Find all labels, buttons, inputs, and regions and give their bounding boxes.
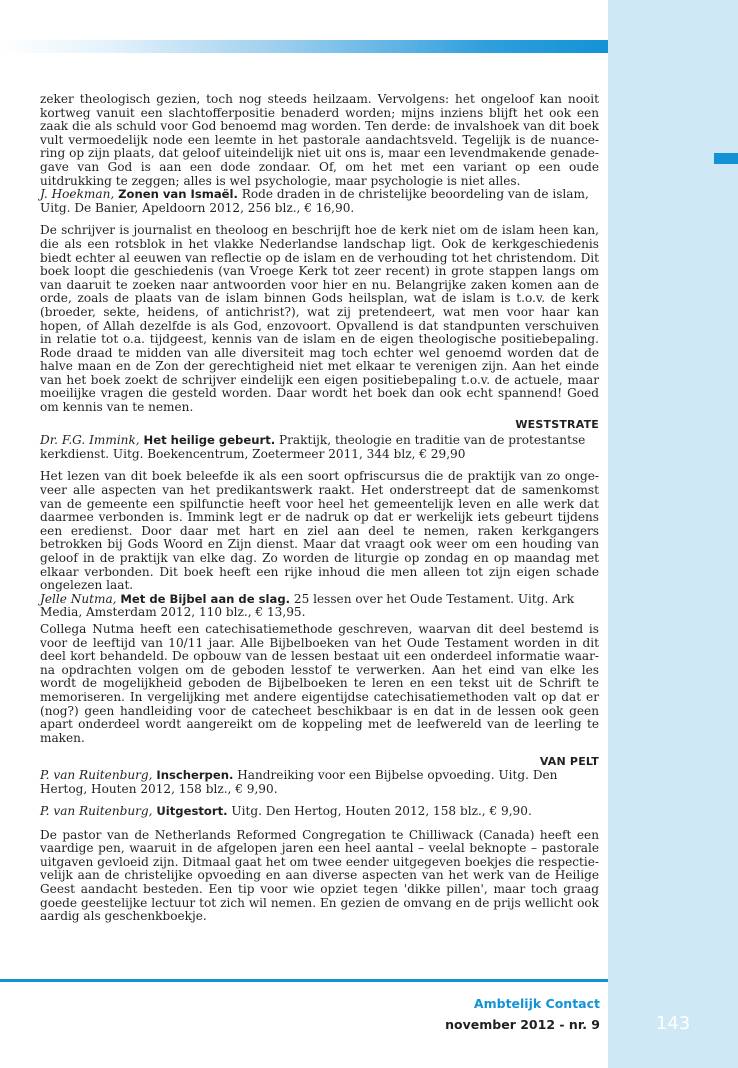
review-reference bbox=[40, 434, 599, 461]
review-reference bbox=[40, 593, 599, 620]
review-author: P. van Ruitenburg, bbox=[40, 767, 153, 782]
page-number: 143 bbox=[655, 1013, 691, 1034]
review-signature: WESTSTRATE bbox=[515, 417, 599, 431]
review-title: Met de Bijbel aan de slag. bbox=[120, 591, 291, 606]
review-body: De schrijver is journalist en theoloog en beschrijft hoe de kerk niet om de islam heen kan, die als een rotsblok in het vlakke Nederlandse landschap ligt. Ook de kerkgeschiedenis biedt echter al eeuwen van reflectie op de islam en de verhouding tot het christendom. Dit boek loopt die geschiedenis (van Vroege Kerk tot zeer recent) in grote stappen langs om van daaruit te zoeken naar antwoorden voor hier en nu. Belangrijke zaken komen aan de orde, zoals de plaats van de islam binnen Gods heilsplan, wat de islam is t.o.v. de kerk (broeder, sekte, heidens, of antichrist?), wat zij pretendeert, wat men voor haar kan hopen, of Allah dezelfde is als God, enzovoort. Opvallend is dat standpunten verschuiven in relatie tot o.a. tijdgeest, kennis van de islam en de eigen theologische positiebepaling. Rode draad te midden van alle diversiteit mag toch echter wel genoemd worden dat de halve maan en de Zon der gerechtigheid niet met elkaar te verenigen zijn. Aan het einde van het boek zoekt de schrijver eindelijk een eigen positiebepaling t.o.v. de actuele, maar moeilijke vragen die gesteld worden. Daar wordt het boek dan ook echt spannend! Goed om kennis van te nemen. bbox=[40, 223, 599, 415]
article-content bbox=[40, 93, 599, 924]
review-title: Inscherpen. bbox=[156, 767, 234, 782]
intro-paragraph: zeker theologisch gezien, toch nog steeds heilzaam. Vervolgens: het ongeloof kan nooit kortweg vanuit een slachtofferpositie benaderd worden; mijns inziens blijft het ook een zaak die als schuld voor God benoemd mag worden. Ten derde: de invalshoek van dit boek vult vermoedelijk node een leemte in het pastorale aandachtsveld. Tegelijk is de nuancering op zijn plaats, dat geloof uiteindelijk niet uit ons is, maar een levendmakende genadegave van God is aan een dode zondaar. Of, om het met een variant op een oude uitdrukking te zeggen; alles is wel psychologie, maar psychologie is niet alles. bbox=[40, 92, 599, 188]
review-reference-2 bbox=[40, 805, 599, 819]
review-author: Dr. F.G. Immink, bbox=[40, 433, 140, 448]
review-signature: VAN PELT bbox=[539, 755, 599, 769]
review-author: J. Hoekman, bbox=[40, 187, 115, 202]
review-reference bbox=[40, 769, 599, 796]
magazine-name: Ambtelijk Contact bbox=[473, 996, 600, 1011]
review-details: Uitg. Den Hertog, Houten 2012, 158 blz., € 9,90. bbox=[231, 804, 532, 819]
review-body: Het lezen van dit boek beleefde ik als een soort opfriscursus die de praktijk van zo ongeveer alle aspecten van het predikantswerk raakt. Het onderstreept dat de samenkomst van de gemeente een spilfunctie heeft voor heel het gemeentelijk leven en alle werk dat daarmee verbonden is. Immink legt er de nadruk op dat er werkelijk iets gebeurt tijdens een eredienst. Door daar met hart en ziel aan deel te nemen, raken kerkgangers betrokken bij Gods Woord en Zijn dienst. Maar dat vraagt ook weer om een houding van geloof in de praktijk van elke dag. Zo worden de liturgie op zondag en op maandag met elkaar verbonden. Dit boek heeft een rijke inhoud die men alleen tot zijn eigen schade ongelezen laat. bbox=[40, 469, 599, 593]
review-details: Handreiking voor een Bijbelse opvoeding. Uitg. Den Hertog, Houten 2012, 158 blz., € 9,90. bbox=[40, 767, 558, 796]
review-title: Het heilige gebeurt. bbox=[143, 433, 276, 448]
review-details: Rode draden in de christelijke beoordeling van de islam, Uitg. De Banier, Apeldoorn 2012, 256 blz., € 16,90. bbox=[40, 187, 589, 215]
review-author: P. van Ruitenburg, bbox=[40, 804, 153, 819]
review-body: De pastor van de Netherlands Reformed Congregation te Chilliwack (Canada) heeft een vaardige pen, waaruit in de afgelopen jaren een heel aantal – veelal beknopte – pastorale uitgaven gevloeid zijn. Ditmaal gaat het om twee eender uitgegeven boekjes die respectievelijk aan de christelijke opvoeding en aan diverse aspecten van het werk van de Heilige Geest aandacht besteden. Een tip voor wie opziet tegen 'dikke pillen', maar toch graag goede geestelijke lectuur tot zich wil nemen. En gezien de omvang en de prijs wellicht ook aardig als geschenkboekje. bbox=[40, 827, 599, 924]
header-gradient-bar bbox=[0, 40, 608, 53]
footer-rule bbox=[0, 979, 608, 982]
review-title: Uitgestort. bbox=[156, 804, 228, 819]
review-details: 25 lessen over het Oude Testament. Uitg. Ark Media, Amsterdam 2012, 110 blz., € 13,95. bbox=[40, 591, 575, 620]
review-details: Praktijk, theologie en traditie van de protestantse kerkdienst. Uitg. Boekencentrum, Zoetermeer 2011, 344 blz, € 29,90 bbox=[40, 433, 586, 461]
issue-label: november 2012 - nr. 9 bbox=[445, 1017, 600, 1032]
side-tab-marker bbox=[714, 153, 738, 164]
review-reference bbox=[40, 188, 599, 215]
review-title: Zonen van Ismaël. bbox=[118, 187, 238, 202]
review-body: Collega Nutma heeft een catechisatiemethode geschreven, waarvan dit deel bestemd is voor de leeftijd van 10/11 jaar. Alle Bijbelboeken van het Oude Testament worden in dit deel kort behandeld. De opbouw van de lessen bestaat uit een onderdeel informatie waarna opdrachten volgen om de geboden lesstof te verwerken. Aan het eind van elke les wordt de mogelijkheid geboden de Bijbelboeken te leren en een tekst uit de Schrift te memoriseren. In vergelijking met andere eigentijdse catechisatiemethoden valt op dat er (nog?) geen handleiding voor de catecheet beschikbaar is en dat in de lessen ook geen apart onderdeel wordt aangereikt om de koppeling met de leefwereld van de leerling te maken. bbox=[40, 621, 599, 745]
review-author: Jelle Nutma, bbox=[40, 591, 117, 606]
